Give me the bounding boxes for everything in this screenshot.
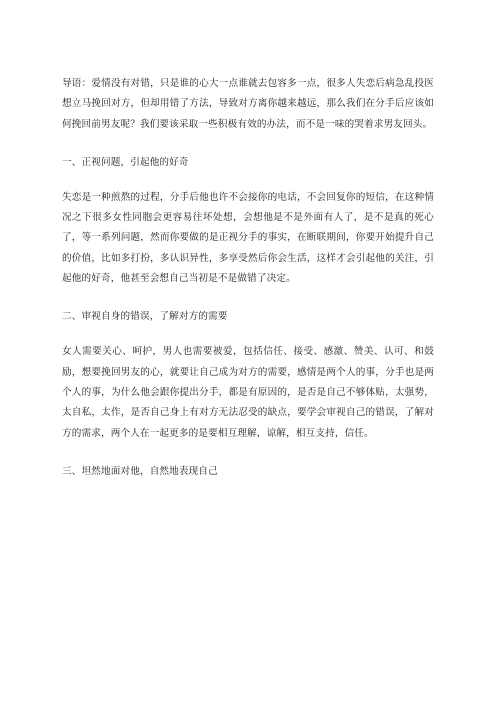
section-body-1: 失恋是一种煎熬的过程，分手后他也许不会接你的电话，不会回复你的短信，在这种情况之下很多女性同胞会更容易往坏处想，会想他是不是外面有人了，是不是真的死心了，等一系列问题，然而你要做的是正视分手的事实，在断联期间，你要开始提升自己的价值，比如多打扮，多认识异性，多享受然后你会生活，这样才会引起他的关注，引起他的好奇，他甚至会想自己当初是不是做错了决定。: [62, 191, 434, 285]
document-content: [62, 74, 434, 482]
section-heading-3: 三、坦然地面对他，自然地表现自己: [62, 465, 218, 477]
section-body-2: 女人需要关心、呵护，男人也需要被爱，包括信任、接受、感激、赞美、认可、和鼓励，想要挽回男友的心，就要让自己成为对方的需要，感情是两个人的事，分手也是两个人的事，为什么他会跟你提出分手，都是有原因的，是否是自己不够体贴，太强势，太自私，太作，是否自己身上有对方无法忍受的缺点，要学会审视自己的错误，了解对方的需求，两个人在一起更多的是要相互理解，谅解，相互支持，信任。: [62, 346, 434, 439]
intro-paragraph: 导语：爱情没有对错，只是谁的心大一点谁就去包容多一点，很多人失恋后病急乱投医想立马挽回对方，但却用错了方法，导致对方离你越来越远，那么我们在分手后应该如何挽回前男友呢？我们要该采取一些积极有效的办法，而不是一味的哭着求男友回头。: [62, 78, 434, 130]
section-heading-1: 一、正视问题，引起他的好奇: [62, 156, 189, 168]
section-heading-2: 二、审视自身的错误，了解对方的需要: [62, 311, 228, 323]
